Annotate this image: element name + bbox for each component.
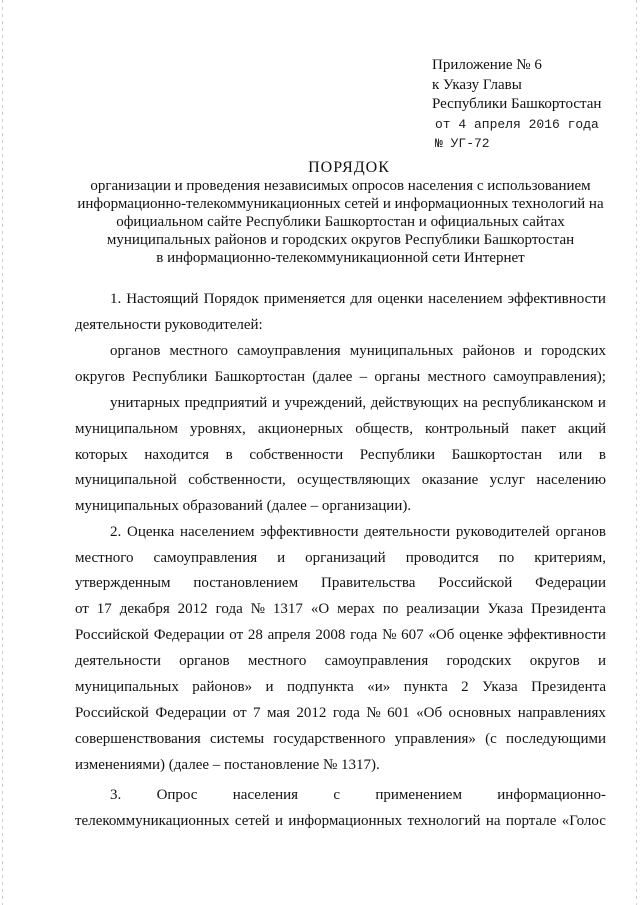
word: (далее xyxy=(312,369,353,385)
word: декабря xyxy=(119,601,170,617)
word: 2008 xyxy=(315,627,346,643)
word: местного xyxy=(169,343,229,359)
word: с xyxy=(333,787,341,803)
word: Республики xyxy=(132,369,208,385)
word: 28 xyxy=(247,627,263,643)
word: акционерных xyxy=(257,421,344,437)
word: применением xyxy=(375,787,462,803)
word: критериям, xyxy=(534,550,606,566)
word: местного xyxy=(427,369,486,385)
word: Указа xyxy=(487,601,524,617)
word: самоуправления xyxy=(324,653,429,669)
decree-number: № УГ-72 xyxy=(435,136,490,151)
word: осуществляющих xyxy=(297,472,411,488)
word: органов xyxy=(179,653,230,669)
body-line xyxy=(75,445,606,465)
body-line xyxy=(75,573,606,593)
word: собственности, xyxy=(188,472,286,488)
subtitle-line: информационно-телекоммуникационных сетей и информационных технологий на xyxy=(77,196,604,212)
word: находится xyxy=(144,447,210,463)
word: и xyxy=(265,679,274,695)
word: руководителей xyxy=(455,524,550,540)
body-line xyxy=(75,729,606,749)
word: на xyxy=(463,395,478,411)
word: Опрос xyxy=(156,787,198,803)
word: муниципальном xyxy=(75,421,178,437)
word: Республики xyxy=(359,447,436,463)
word: Российской xyxy=(75,627,149,643)
word: Указа xyxy=(482,679,518,695)
body-line xyxy=(75,677,606,697)
word: населению xyxy=(536,472,606,488)
word: органов xyxy=(110,343,161,359)
word: контрольный xyxy=(425,421,510,437)
word: 1317 xyxy=(272,601,303,617)
body-line xyxy=(110,522,606,542)
word: информационных xyxy=(288,813,403,829)
word: реализации xyxy=(406,601,480,617)
word: 2012 xyxy=(177,601,208,617)
body-line xyxy=(75,419,606,439)
scan-edge-left xyxy=(2,0,3,905)
word: оценки xyxy=(377,291,424,307)
word: от xyxy=(229,627,244,643)
word: уровнях, xyxy=(190,421,246,437)
word: и xyxy=(597,653,606,669)
word: государственного xyxy=(273,731,386,747)
word: мерах xyxy=(337,601,375,617)
word: на xyxy=(485,813,501,829)
body-line xyxy=(75,811,606,831)
word: применяется xyxy=(263,291,346,307)
word: «О xyxy=(310,601,330,617)
word: оценке xyxy=(459,627,503,643)
word: Оценка xyxy=(126,524,175,540)
word: для xyxy=(350,291,373,307)
word: 7 xyxy=(253,705,261,721)
word: совершенствования xyxy=(75,731,201,747)
word: 2012 xyxy=(296,705,327,721)
word: органов xyxy=(555,524,606,540)
word: № xyxy=(366,705,381,721)
body-line: деятельности руководителей: xyxy=(75,317,263,333)
word: года xyxy=(350,627,378,643)
word: местного xyxy=(247,653,307,669)
word: 607 xyxy=(401,627,424,643)
word: «Об xyxy=(416,705,443,721)
word: основных xyxy=(448,705,512,721)
word: и xyxy=(523,343,532,359)
word: Настоящий xyxy=(126,291,199,307)
word: постановлением xyxy=(193,575,299,591)
word: портале xyxy=(505,813,557,829)
subtitle-line: официальном сайте Республики Башкортостан и официальных сайтах xyxy=(116,214,565,230)
word: от xyxy=(75,601,89,617)
word: «Голос xyxy=(561,813,606,829)
annex-label: Приложение № 6 xyxy=(432,57,542,73)
word: года xyxy=(332,705,360,721)
word: подпункта xyxy=(287,679,354,695)
word: муниципальных xyxy=(349,343,454,359)
word: 601 xyxy=(387,705,410,721)
word: – xyxy=(359,369,368,385)
word: 1. xyxy=(110,291,122,307)
word: проводится xyxy=(405,550,479,566)
decree-reference: к Указу Главы xyxy=(432,77,522,93)
word: (с xyxy=(485,731,497,747)
word: и xyxy=(277,550,286,566)
word: эффективности xyxy=(507,627,606,643)
word: Башкортостан xyxy=(451,447,543,463)
decree-date: от 4 апреля 2016 года xyxy=(435,117,599,132)
body-line xyxy=(75,703,606,723)
word: 3. xyxy=(110,787,122,803)
word: унитарных xyxy=(110,395,181,411)
body-line xyxy=(110,393,606,413)
word: «и» xyxy=(367,679,391,695)
word: и xyxy=(597,395,606,411)
word: Федерации xyxy=(155,705,227,721)
word: районов xyxy=(462,343,515,359)
subtitle-line: организации и проведения независимых опросов населения с использованием xyxy=(90,178,591,194)
word: городских xyxy=(541,343,606,359)
word: деятельности xyxy=(75,653,161,669)
word: пункта xyxy=(403,679,448,695)
word: от xyxy=(232,705,247,721)
word: Федерации xyxy=(535,575,606,591)
word: предприятий xyxy=(184,395,268,411)
word: по xyxy=(382,601,399,617)
body-line: муниципальных образований (далее – организации). xyxy=(75,498,412,514)
word: № xyxy=(250,601,265,617)
word: учреждений, xyxy=(284,395,367,411)
word: деятельности xyxy=(364,524,451,540)
word: управления» xyxy=(394,731,476,747)
word: услуг xyxy=(489,472,525,488)
word: акций xyxy=(567,421,606,437)
word: «Об xyxy=(428,627,455,643)
word: системы xyxy=(209,731,265,747)
word: информационно- xyxy=(497,787,606,803)
word: округов xyxy=(529,653,580,669)
subtitle-line: муниципальных районов и городских округов Республики Башкортостан xyxy=(106,232,575,248)
word: в xyxy=(598,447,606,463)
subtitle-line: в информационно-телекоммуникационной сети Интернет xyxy=(156,250,525,266)
body-line xyxy=(75,548,606,568)
word: населения xyxy=(232,787,299,803)
word: которых xyxy=(75,447,128,463)
word: пакет xyxy=(521,421,556,437)
word: муниципальных xyxy=(75,679,179,695)
word: муниципальной xyxy=(75,472,177,488)
body-line xyxy=(75,367,606,387)
word: последующими xyxy=(506,731,606,747)
word: в xyxy=(225,447,233,463)
republic-name: Республики Башкортостан xyxy=(432,96,602,112)
word: самоуправления); xyxy=(493,369,606,385)
word: населением xyxy=(179,524,255,540)
word: технологий xyxy=(407,813,481,829)
word: обществ, xyxy=(355,421,413,437)
word: Башкортостан xyxy=(214,369,306,385)
word: округов xyxy=(75,369,125,385)
word: 2. xyxy=(110,524,122,540)
word: Российской xyxy=(75,705,149,721)
word: 2 xyxy=(461,679,469,695)
word: по xyxy=(498,550,515,566)
body-line xyxy=(75,470,606,490)
word: утвержденным xyxy=(75,575,171,591)
word: населением xyxy=(428,291,503,307)
word: эффективности xyxy=(507,291,606,307)
word: сетей xyxy=(234,813,270,829)
word: самоуправления xyxy=(153,550,258,566)
body-line xyxy=(110,785,606,805)
word: Правительства xyxy=(321,575,416,591)
body-line xyxy=(75,599,606,619)
word: направлениях xyxy=(517,705,606,721)
word: органы xyxy=(374,369,421,385)
word: Президента xyxy=(531,679,606,695)
word: апреля xyxy=(267,627,311,643)
word: и xyxy=(274,813,284,829)
word: организаций xyxy=(305,550,386,566)
word: местного xyxy=(75,550,134,566)
document-title: ПОРЯДОК xyxy=(308,159,390,176)
word: Порядок xyxy=(203,291,259,307)
word: и xyxy=(271,395,280,411)
word: эффективности xyxy=(260,524,359,540)
word: или xyxy=(558,447,583,463)
body-line xyxy=(110,341,606,361)
word: городских xyxy=(446,653,512,669)
word: 17 xyxy=(96,601,112,617)
word: мая xyxy=(266,705,290,721)
word: телекоммуникационных xyxy=(75,813,230,829)
scan-edge-right xyxy=(636,0,637,905)
word: Федерации xyxy=(153,627,225,643)
body-line: изменениями) (далее – постановление № 1317). xyxy=(75,757,380,773)
word: собственности xyxy=(249,447,344,463)
word: действующих xyxy=(370,395,459,411)
body-line xyxy=(75,625,606,645)
body-line xyxy=(110,289,606,309)
word: районов» xyxy=(192,679,253,695)
word: оказание xyxy=(421,472,479,488)
word: Российской xyxy=(438,575,513,591)
word: № xyxy=(382,627,397,643)
word: года xyxy=(215,601,243,617)
word: самоуправления xyxy=(237,343,341,359)
word: республиканском xyxy=(482,395,594,411)
body-line xyxy=(75,651,606,671)
word: Президента xyxy=(531,601,606,617)
